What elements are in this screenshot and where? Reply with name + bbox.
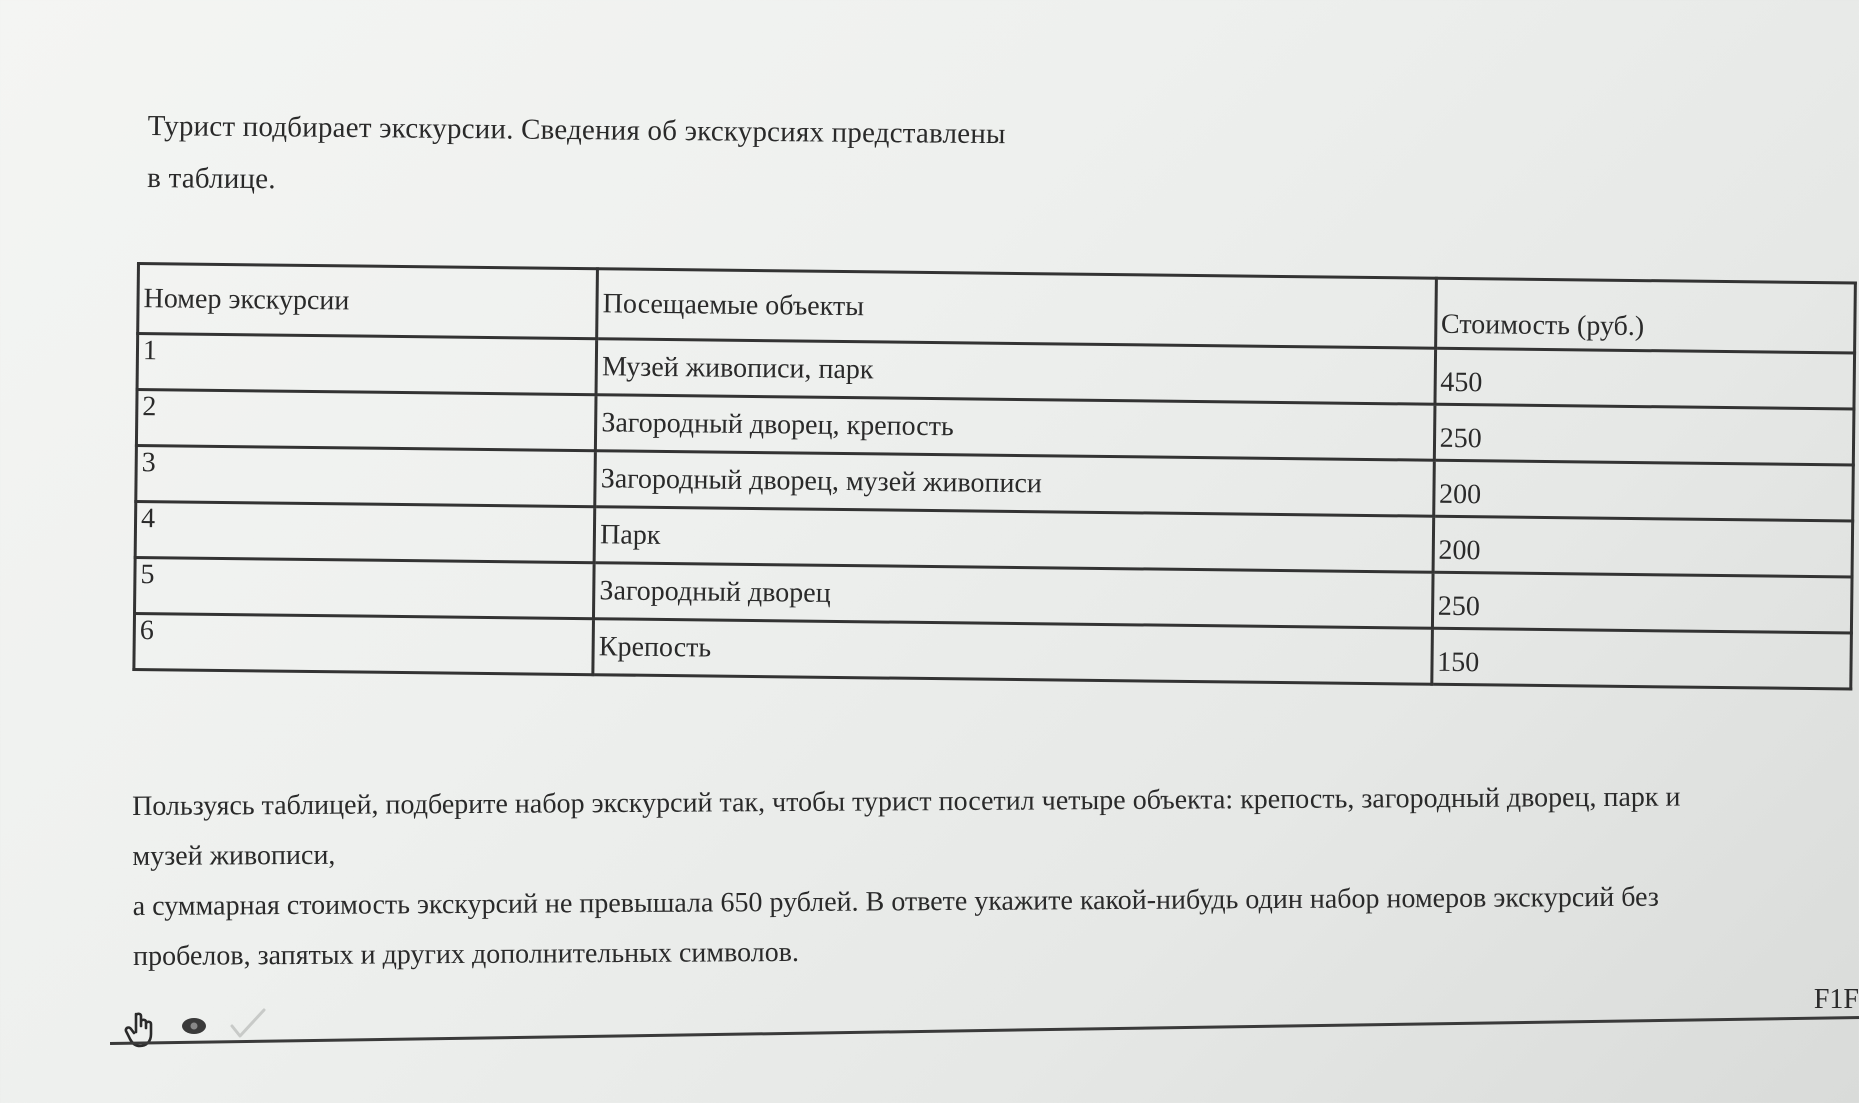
cell-price: 200: [1433, 516, 1853, 577]
cell-price: 250: [1432, 572, 1852, 633]
cell-objects: Музей живописи, парк: [596, 339, 1435, 405]
cell-number: 3: [136, 446, 596, 507]
cell-number: 2: [136, 390, 596, 451]
bottom-rule: [110, 1016, 1859, 1045]
cell-number: 5: [135, 557, 595, 618]
question-text: [132, 771, 1853, 982]
cell-price: 450: [1435, 348, 1855, 409]
intro-line-1: Турист подбирает экскурсии. Сведения об экскурсиях представлены: [147, 109, 1006, 151]
header-price: Стоимость (руб.): [1435, 278, 1855, 353]
cell-objects: Крепость: [593, 619, 1432, 685]
cell-objects: Загородный дворец: [594, 563, 1433, 629]
cell-price: 150: [1431, 628, 1851, 689]
cell-number: 1: [137, 334, 597, 395]
header-number: Номер экскурсии: [138, 264, 598, 339]
cell-objects: Загородный дворец, крепость: [596, 395, 1435, 461]
intro-text: [147, 100, 1148, 214]
eye-icon[interactable]: [178, 1014, 210, 1043]
excursions-table-wrapper: [132, 262, 1857, 690]
question-line-4: пробелов, запятых и других дополнительных символов.: [132, 936, 799, 972]
header-objects: Посещаемые объекты: [597, 269, 1436, 349]
intro-line-2: в таблице.: [147, 161, 276, 196]
hand-pointer-icon[interactable]: [124, 1010, 158, 1055]
question-line-1: Пользуясь таблицей, подберите набор экскурсий так, чтобы турист посетил четыре объекта: крепость, загородный дворец, парк и: [132, 781, 1681, 822]
cell-objects: Загородный дворец, музей живописи: [595, 451, 1434, 517]
cell-price: 200: [1433, 460, 1853, 521]
cell-price: 250: [1434, 404, 1854, 465]
cell-objects: Парк: [594, 507, 1433, 573]
cell-number: 6: [134, 613, 594, 674]
question-line-2: музей живописи,: [132, 839, 336, 872]
cell-number: 4: [135, 502, 595, 563]
question-line-3: а суммарная стоимость экскурсий не превышала 650 рублей. В ответе укажите какой-нибудь один набор номеров экскурсий без: [132, 881, 1660, 922]
footer-code: F1F: [1813, 984, 1859, 1015]
excursions-table: [132, 262, 1857, 690]
